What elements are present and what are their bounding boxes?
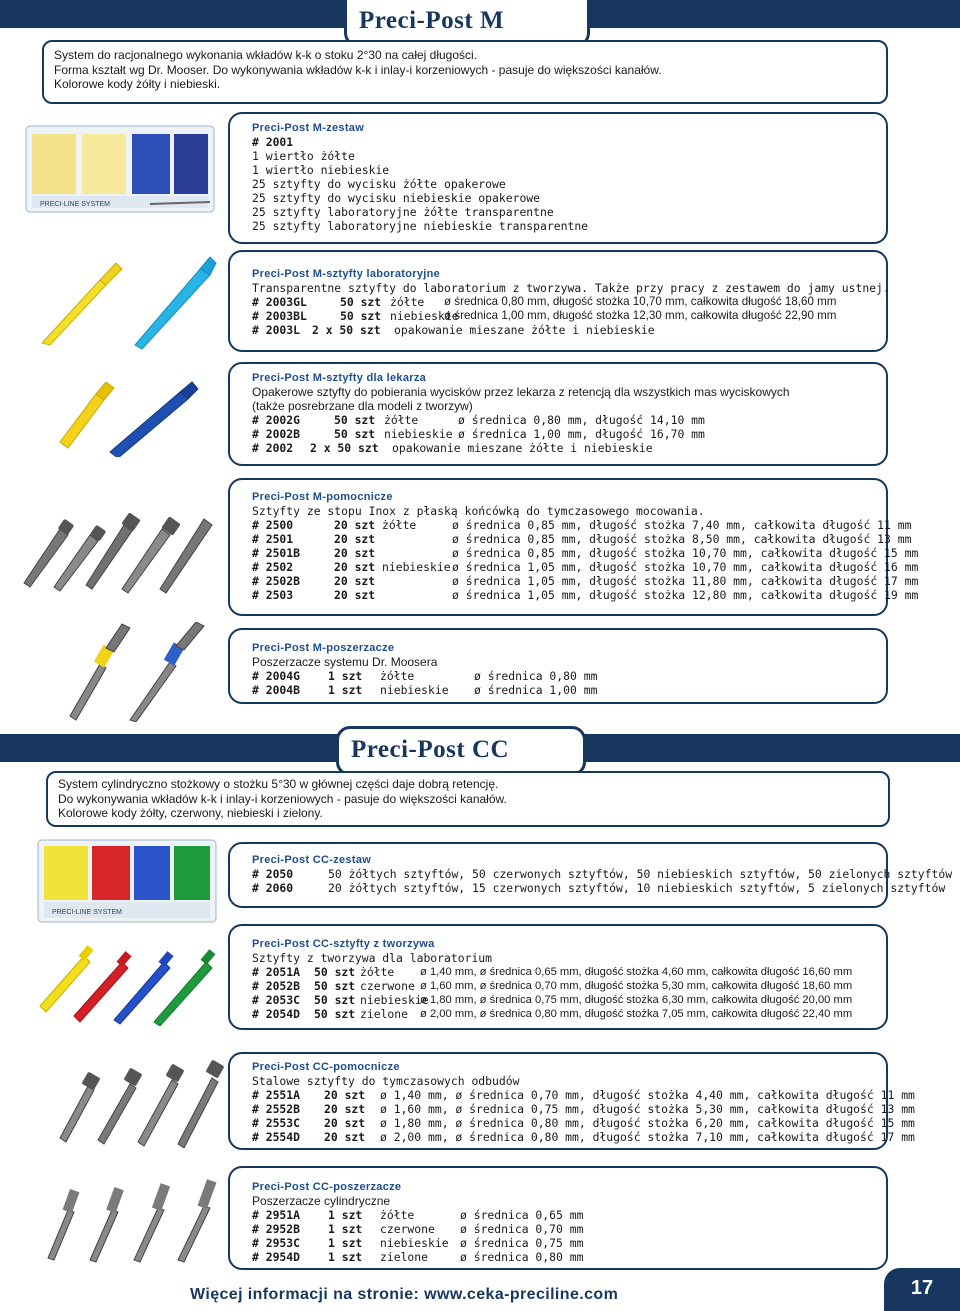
- footer-link-text[interactable]: Więcej informacji na stronie: www.ceka-preciline.com: [190, 1286, 619, 1303]
- product-code: # 2053C: [252, 993, 301, 1007]
- section-description: Stalowe sztyfty do tymczasowych odbudów: [252, 1074, 520, 1088]
- spec: ø średnica 0,80 mm: [460, 1250, 584, 1264]
- product-code: # 2501B: [252, 546, 301, 560]
- title-box-cc: [336, 726, 586, 776]
- section-heading: Preci-Post M-sztyfty laboratoryjne: [252, 268, 441, 280]
- table-row: [252, 881, 952, 895]
- section-heading: Preci-Post CC-poszerzacze: [252, 1181, 402, 1193]
- quantity: 20 szt: [334, 574, 376, 588]
- section-heading: Preci-Post CC-sztyfty z tworzywa: [252, 938, 435, 950]
- spec: ø średnica 0,85 mm, długość stożka 10,70 mm, całkowita długość 15 mm: [452, 546, 919, 560]
- spec: ø 1,80 mm, ø średnica 0,75 mm, długość stożka 6,30 mm, całkowita długość 20,00 mm: [420, 994, 853, 1006]
- spec: ø 1,60 mm, ø średnica 0,70 mm, długość stożka 5,30 mm, całkowita długość 18,60 mm: [420, 980, 853, 992]
- section-cc-tworzywa: [252, 937, 852, 1021]
- quantity: 1 szt: [328, 1208, 363, 1222]
- spec: ø średnica 0,85 mm, długość stożka 8,50 mm, całkowita długość 13 mm: [452, 532, 912, 546]
- spec: ø średnica 0,80 mm: [474, 669, 598, 683]
- product-code: # 2951A: [252, 1208, 301, 1222]
- section-description: (także posrebrzane dla modeli z tworzyw): [252, 399, 473, 413]
- spec: ø średnica 0,85 mm, długość stożka 7,40 mm, całkowita długość 11 mm: [452, 518, 912, 532]
- product-image-m-lekarz: [40, 372, 220, 457]
- spec: ø średnica 0,80 mm, długość 14,10 mm: [458, 413, 705, 427]
- color: opakowanie mieszane żółte i niebieskie: [392, 441, 653, 455]
- product-code: # 2002G: [252, 413, 301, 427]
- quantity: 20 szt: [334, 518, 376, 532]
- table-row: [252, 295, 890, 309]
- product-image-cc-pomocnicze: [54, 1058, 224, 1148]
- section-m-poszerzacze: [252, 641, 597, 697]
- table-row: [252, 1007, 852, 1021]
- product-code: # 2501: [252, 532, 294, 546]
- section-m-lab: [252, 267, 890, 337]
- list-item: 1 wiertło niebieskie: [252, 163, 390, 177]
- product-code: # 2051A: [252, 965, 301, 979]
- table-row: [252, 560, 918, 574]
- table-row: [252, 1236, 583, 1250]
- quantity: 20 szt: [334, 546, 376, 560]
- spec: ø 1,80 mm, ø średnica 0,80 mm, długość stożka 6,20 mm, całkowita długość 15 mm: [380, 1116, 915, 1130]
- product-code: # 2502B: [252, 574, 301, 588]
- product-code: # 2004B: [252, 683, 301, 697]
- table-row: [252, 1088, 915, 1102]
- quantity: 1 szt: [328, 669, 363, 683]
- section-m-pomocnicze: [252, 490, 918, 602]
- intro-box-m: [42, 40, 888, 104]
- color: niebieskie: [380, 683, 449, 697]
- spec: ø średnica 1,05 mm, długość stożka 11,80 mm, całkowita długość 17 mm: [452, 574, 919, 588]
- intro-line: System do racjonalnego wykonania wkładów k-k o stoku 2°30 na całej długości.: [54, 48, 478, 62]
- intro-line: Kolorowe kody żółty, czerwony, niebieski i zielony.: [58, 806, 323, 820]
- table-row: [252, 993, 852, 1007]
- list-item: 1 wiertło żółte: [252, 149, 355, 163]
- color: [382, 532, 452, 546]
- color: niebieskie: [382, 560, 451, 574]
- table-row: [252, 427, 790, 441]
- product-image-m-zestaw: [20, 118, 220, 218]
- table-row: [252, 574, 918, 588]
- product-image-m-pomocnicze: [20, 505, 220, 595]
- quantity: 50 szt: [314, 979, 356, 993]
- quantity: 50 szt: [334, 427, 376, 441]
- quantity: 2 x 50 szt: [312, 323, 381, 337]
- section-heading: Preci-Post M-pomocnicze: [252, 491, 393, 503]
- color: czerwone: [380, 1222, 435, 1236]
- table-row: [252, 1116, 915, 1130]
- color: opakowanie mieszane żółte i niebieskie: [394, 323, 655, 337]
- product-code: # 2050: [252, 867, 294, 881]
- quantity: 50 szt: [314, 965, 356, 979]
- color: żółte: [380, 1208, 415, 1222]
- table-row: [252, 413, 790, 427]
- product-code: # 2052B: [252, 979, 301, 993]
- section-cc-pomocnicze: [252, 1060, 915, 1144]
- product-code: # 2551A: [252, 1088, 301, 1102]
- color: zielone: [360, 1007, 409, 1021]
- color: niebieskie: [390, 309, 459, 323]
- table-row: [252, 518, 918, 532]
- table-row: [252, 588, 918, 602]
- color: żółte: [382, 518, 417, 532]
- table-row: [252, 441, 790, 455]
- section-cc-poszerzacze: [252, 1180, 583, 1264]
- color: [382, 588, 452, 602]
- quantity: 1 szt: [328, 1250, 363, 1264]
- table-row: [252, 1102, 915, 1116]
- section-heading: Preci-Post M-zestaw: [252, 122, 365, 134]
- product-code: # 2054D: [252, 1007, 301, 1021]
- quantity: 50 szt: [314, 1007, 356, 1021]
- color: żółte: [384, 413, 419, 427]
- color: [382, 574, 452, 588]
- intro-line: Forma kształt wg Dr. Mooser. Do wykonywania wkładów k-k i inlay-i korzeniowych - pasuje do większości kanałów.: [54, 62, 662, 77]
- table-row: [252, 309, 890, 323]
- section-heading: Preci-Post CC-zestaw: [252, 854, 372, 866]
- section-description: Poszerzacze systemu Dr. Moosera: [252, 655, 438, 669]
- color: żółte: [380, 669, 415, 683]
- quantity: 1 szt: [328, 1236, 363, 1250]
- color: zielone: [380, 1250, 429, 1264]
- quantity: 1 szt: [328, 1222, 363, 1236]
- quantity: 20 szt: [334, 560, 376, 574]
- table-row: [252, 867, 952, 881]
- list-item: 25 sztyfty do wycisku niebieskie opakerowe: [252, 191, 541, 205]
- quantity: 20 szt: [324, 1088, 366, 1102]
- product-code: # 2001: [252, 135, 294, 149]
- section-description: Poszerzacze cylindryczne: [252, 1194, 391, 1208]
- quantity: 50 szt: [340, 295, 382, 309]
- intro-line: Kolorowe kody żółty i niebieski.: [54, 77, 221, 91]
- color: niebieskie: [384, 427, 453, 441]
- table-row: [252, 323, 890, 337]
- product-code: # 2060: [252, 881, 294, 895]
- quantity: 20 szt: [334, 588, 376, 602]
- section-description: Sztyfty ze stopu Inox z płaską końcówką do tymczasowego mocowania.: [252, 504, 705, 518]
- spec: ø średnica 1,00 mm, długość stożka 12,30 mm, całkowita długość 22,90 mm: [444, 309, 837, 322]
- intro-box-cc: [46, 771, 890, 827]
- quantity: 50 szt: [340, 309, 382, 323]
- section-heading: Preci-Post CC-pomocnicze: [252, 1061, 400, 1073]
- table-row: [252, 1208, 583, 1222]
- spec: ø średnica 0,75 mm: [460, 1236, 584, 1250]
- quantity: 20 szt: [324, 1116, 366, 1130]
- color: czerwone: [360, 979, 415, 993]
- product-image-cc-tworzywa: [34, 936, 224, 1026]
- table-row: [252, 1250, 583, 1264]
- quantity: 20 szt: [324, 1102, 366, 1116]
- quantity: 50 szt: [334, 413, 376, 427]
- color: żółte: [360, 965, 395, 979]
- section-heading: Preci-Post M-poszerzacze: [252, 642, 395, 654]
- spec: ø 1,40 mm, ø średnica 0,65 mm, długość stożka 4,60 mm, całkowita długość 16,60 mm: [420, 966, 853, 978]
- table-row: [252, 669, 597, 683]
- spec: ø 1,40 mm, ø średnica 0,70 mm, długość stożka 4,40 mm, całkowita długość 11 mm: [380, 1088, 915, 1102]
- list-item: 25 sztyfty do wycisku żółte opakerowe: [252, 177, 506, 191]
- product-image-cc-poszerzacze: [40, 1164, 220, 1264]
- table-row: [252, 532, 918, 546]
- product-code: # 2002: [252, 441, 294, 455]
- product-code: # 2004G: [252, 669, 301, 683]
- color: niebieskie: [360, 993, 429, 1007]
- product-code: # 2502: [252, 560, 294, 574]
- intro-line: Do wykonywania wkładów k-k i inlay-i korzeniowych - pasuje do większości kanałów.: [58, 791, 507, 806]
- spec: ø 2,00 mm, ø średnica 0,80 mm, długość stożka 7,10 mm, całkowita długość 17 mm: [380, 1130, 915, 1144]
- product-code: # 2002B: [252, 427, 301, 441]
- section-description: Opakerowe sztyfty do pobierania wycisków przez lekarza z retencją dla wszystkich mas wyciskowych: [252, 385, 790, 399]
- spec: ø średnica 1,00 mm: [474, 683, 598, 697]
- contents: 50 żółtych sztyftów, 50 czerwonych sztyftów, 50 niebieskich sztyftów, 50 zielonych sztyftów: [328, 867, 953, 881]
- product-code: # 2953C: [252, 1236, 301, 1250]
- table-row: [252, 1130, 915, 1144]
- color: [382, 546, 452, 560]
- spec: ø średnica 0,65 mm: [460, 1208, 584, 1222]
- product-box-label: PRECI-LINE SYSTEM: [52, 909, 123, 916]
- product-code: # 2552B: [252, 1102, 301, 1116]
- product-code: # 2003BL: [252, 309, 307, 323]
- table-row: [252, 683, 597, 697]
- quantity: 2 x 50 szt: [310, 441, 379, 455]
- quantity: 50 szt: [314, 993, 356, 1007]
- spec: ø 2,00 mm, ø średnica 0,80 mm, długość stożka 7,05 mm, całkowita długość 22,40 mm: [420, 1008, 853, 1020]
- table-row: [252, 1222, 583, 1236]
- section-description: Transparentne sztyfty do laboratorium z tworzywa. Także przy pracy z zestawem do jamy ustnej.: [252, 281, 890, 295]
- section-m-zestaw: [252, 121, 588, 233]
- product-image-m-poszerzacze: [60, 622, 230, 722]
- list-item: 25 sztyfty laboratoryjne niebieskie transparentne: [252, 219, 589, 233]
- color: niebieskie: [380, 1236, 449, 1250]
- spec: ø średnica 0,80 mm, długość stożka 10,70 mm, całkowita długość 18,60 mm: [444, 295, 837, 308]
- product-code: # 2503: [252, 588, 294, 602]
- product-code: # 2003L: [252, 323, 301, 337]
- spec: ø średnica 0,70 mm: [460, 1222, 584, 1236]
- spec: ø średnica 1,05 mm, długość stożka 10,70 mm, całkowita długość 16 mm: [452, 560, 919, 574]
- product-box-label: PRECI-LINE SYSTEM: [40, 201, 111, 208]
- page-title-m: Preci-Post M: [359, 7, 505, 34]
- product-code: # 2003GL: [252, 295, 307, 309]
- intro-line: System cylindryczno stożkowy o stożku 5°30 w głównej części daje dobrą retencję.: [58, 777, 499, 791]
- color: żółte: [390, 295, 425, 309]
- product-image-m-lab: [30, 245, 220, 350]
- section-heading: Preci-Post M-sztyfty dla lekarza: [252, 372, 427, 384]
- spec: ø średnica 1,00 mm, długość 16,70 mm: [458, 427, 705, 441]
- contents: 20 żółtych sztyftów, 15 czerwonych sztyftów, 10 niebieskich sztyftów, 5 zielonych sztyftów: [328, 881, 946, 895]
- quantity: 20 szt: [324, 1130, 366, 1144]
- page-title-cc: Preci-Post CC: [351, 736, 510, 763]
- product-code: # 2954D: [252, 1250, 301, 1264]
- table-row: [252, 965, 852, 979]
- product-code: # 2553C: [252, 1116, 301, 1130]
- table-row: [252, 979, 852, 993]
- product-code: # 2952B: [252, 1222, 301, 1236]
- page-number: 17: [884, 1268, 960, 1311]
- section-m-lekarz: [252, 371, 790, 455]
- product-code: # 2500: [252, 518, 294, 532]
- spec: ø 1,60 mm, ø średnica 0,75 mm, długość stożka 5,30 mm, całkowita długość 13 mm: [380, 1102, 915, 1116]
- product-code: # 2554D: [252, 1130, 301, 1144]
- quantity: 1 szt: [328, 683, 363, 697]
- section-cc-zestaw: [252, 853, 952, 895]
- spec: ø średnica 1,05 mm, długość stożka 12,80 mm, całkowita długość 19 mm: [452, 588, 919, 602]
- quantity: 20 szt: [334, 532, 376, 546]
- product-image-cc-zestaw: [34, 836, 220, 926]
- list-item: 25 sztyfty laboratoryjne żółte transparentne: [252, 205, 554, 219]
- table-row: [252, 546, 918, 560]
- section-description: Sztyfty z tworzywa dla laboratorium: [252, 951, 493, 965]
